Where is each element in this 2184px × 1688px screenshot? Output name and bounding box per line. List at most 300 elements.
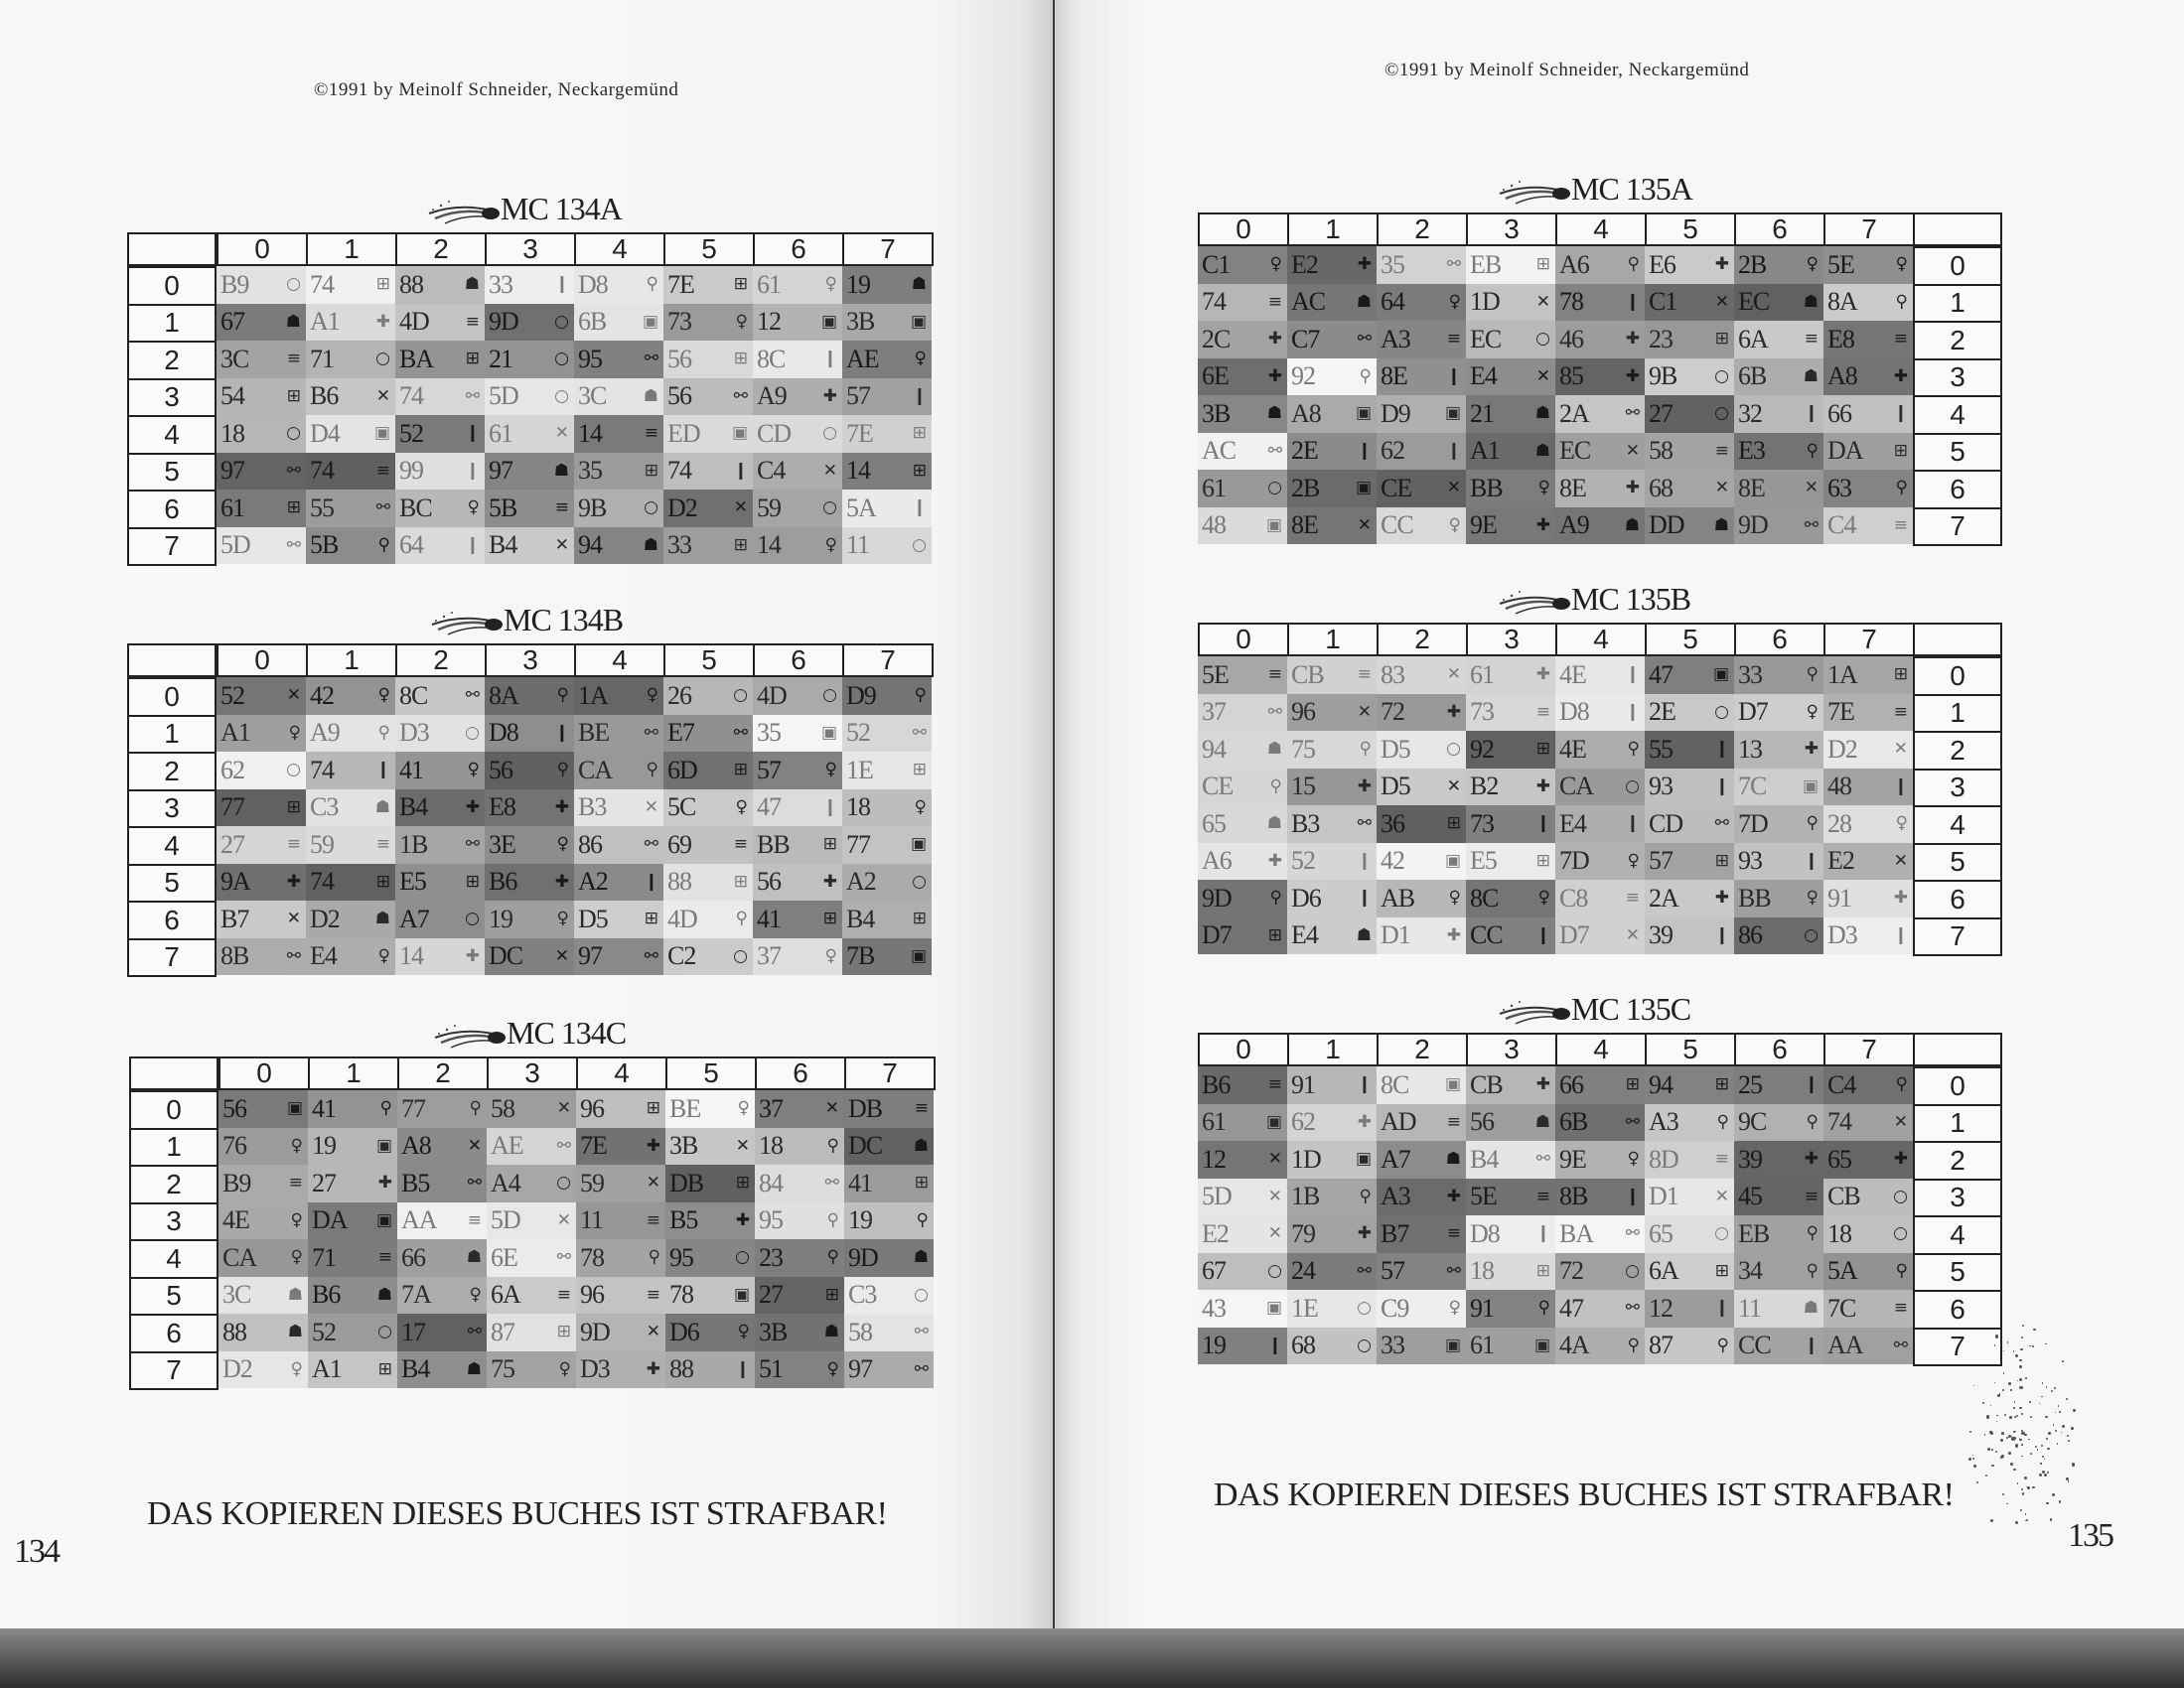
code-value: 91 bbox=[1291, 1069, 1315, 1099]
row-header: 7 bbox=[1913, 917, 2002, 957]
code-value: 7E bbox=[667, 269, 694, 299]
symbol-icon: ⚯ bbox=[733, 722, 747, 743]
code-value: 74 bbox=[667, 456, 691, 486]
code-cell bbox=[576, 1351, 665, 1389]
code-cell bbox=[1734, 917, 1823, 955]
code-cell bbox=[1555, 1179, 1645, 1216]
code-cell bbox=[1377, 1066, 1466, 1104]
symbol-icon: ✕ bbox=[1267, 1149, 1281, 1170]
code-cell bbox=[576, 1277, 665, 1315]
column-header: 3 bbox=[485, 232, 576, 266]
code-value: 23 bbox=[759, 1242, 783, 1272]
speckle-dot bbox=[1999, 1393, 2000, 1394]
symbol-icon: ○ bbox=[1446, 739, 1460, 760]
code-value: 74 bbox=[1202, 287, 1226, 317]
speckle-dot bbox=[2015, 1444, 2018, 1447]
code-cell bbox=[1823, 284, 1913, 322]
code-cell bbox=[1555, 1141, 1645, 1179]
symbol-icon: ✕ bbox=[822, 460, 836, 481]
symbol-icon: ⊞ bbox=[914, 1173, 928, 1194]
speckle-dot bbox=[1995, 1335, 1998, 1337]
speckle-dot bbox=[2021, 1432, 2024, 1435]
code-value: C1 bbox=[1202, 249, 1231, 279]
code-cell bbox=[1555, 470, 1645, 507]
symbol-icon: ☗ bbox=[553, 460, 568, 481]
code-value: 3B bbox=[846, 307, 875, 337]
code-cell bbox=[217, 527, 306, 565]
code-value: 91 bbox=[1470, 1293, 1494, 1323]
code-value: 96 bbox=[580, 1280, 604, 1310]
code-cell bbox=[1377, 656, 1466, 694]
code-cell bbox=[395, 715, 485, 753]
table-title-text: MC 135C bbox=[1571, 991, 1691, 1027]
symbol-icon: ⚯ bbox=[912, 722, 926, 743]
code-value: 11 bbox=[846, 530, 870, 560]
code-cell bbox=[306, 677, 395, 715]
code-value: 59 bbox=[310, 829, 334, 859]
symbol-icon: ✕ bbox=[1714, 478, 1728, 498]
code-value: 9B bbox=[578, 492, 607, 522]
speckle-dot bbox=[2051, 1390, 2053, 1392]
code-cell bbox=[485, 527, 574, 565]
speckle-dot bbox=[2025, 1377, 2027, 1379]
code-cell bbox=[485, 415, 574, 453]
symbol-icon: ☗ bbox=[285, 311, 300, 332]
code-cell bbox=[1287, 321, 1377, 358]
speckle-dot bbox=[1987, 1448, 1990, 1451]
code-value: 73 bbox=[667, 307, 691, 337]
code-value: 61 bbox=[1470, 1331, 1494, 1360]
code-value: 1A bbox=[578, 680, 608, 710]
code-cell bbox=[1287, 731, 1377, 769]
code-value: 3B bbox=[669, 1131, 698, 1161]
code-value: 52 bbox=[220, 680, 244, 710]
symbol-icon: ✚ bbox=[1535, 775, 1549, 796]
code-cell bbox=[217, 752, 306, 789]
table-title-text: MC 134C bbox=[507, 1015, 627, 1051]
code-cell bbox=[574, 677, 663, 715]
code-value: B3 bbox=[578, 792, 607, 822]
symbol-icon: ☗ bbox=[466, 1358, 481, 1379]
symbol-icon: ▣ bbox=[1355, 1149, 1371, 1170]
symbol-icon: ❙ bbox=[1357, 850, 1371, 871]
code-value: 85 bbox=[1559, 361, 1583, 391]
code-value: B6 bbox=[310, 381, 339, 411]
code-cell bbox=[1645, 358, 1734, 396]
code-cell bbox=[1287, 880, 1377, 917]
code-value: 56 bbox=[667, 381, 691, 411]
code-value: 54 bbox=[220, 381, 244, 411]
symbol-icon: ♀ bbox=[1448, 888, 1460, 909]
symbol-icon: ⚯ bbox=[1446, 254, 1460, 275]
code-cell bbox=[844, 1277, 934, 1315]
code-value: 6A bbox=[1738, 324, 1768, 353]
symbol-icon: ⊞ bbox=[822, 909, 836, 929]
column-header: 4 bbox=[1555, 623, 1647, 656]
code-value: B5 bbox=[401, 1168, 430, 1197]
speckle-dot bbox=[2003, 1372, 2004, 1373]
symbol-icon: ⚲ bbox=[1627, 739, 1639, 760]
code-value: 18 bbox=[846, 792, 870, 822]
symbol-icon: ✕ bbox=[554, 945, 568, 966]
code-value: 42 bbox=[310, 680, 334, 710]
code-cell bbox=[1198, 284, 1287, 322]
symbol-icon: ❙ bbox=[1804, 1074, 1818, 1095]
speckle-dot bbox=[2035, 1446, 2037, 1448]
code-value: 8E bbox=[1291, 510, 1318, 540]
code-value: 15 bbox=[1291, 772, 1315, 801]
code-cell bbox=[842, 304, 932, 342]
code-value: 6B bbox=[1738, 361, 1767, 391]
column-header: 7 bbox=[842, 232, 934, 266]
symbol-icon: ☗ bbox=[1534, 1111, 1549, 1132]
symbol-icon: ✕ bbox=[1446, 664, 1460, 685]
code-value: 12 bbox=[757, 307, 781, 337]
code-value: CD bbox=[1649, 808, 1683, 838]
code-cell bbox=[217, 938, 306, 976]
code-value: 18 bbox=[1470, 1256, 1494, 1286]
symbol-icon: ▣ bbox=[1444, 850, 1460, 871]
symbol-icon: ⚲ bbox=[1806, 813, 1818, 834]
code-value: C9 bbox=[1381, 1293, 1409, 1323]
row-header: 4 bbox=[127, 415, 217, 455]
code-value: 12 bbox=[1202, 1144, 1226, 1174]
code-value: 94 bbox=[1649, 1069, 1673, 1099]
code-value: 93 bbox=[1738, 846, 1762, 876]
symbol-icon: ▣ bbox=[820, 311, 836, 332]
code-value: BE bbox=[669, 1093, 701, 1123]
row-header: 7 bbox=[129, 1351, 218, 1391]
code-value: E8 bbox=[489, 792, 515, 822]
code-cell bbox=[1555, 1215, 1645, 1253]
code-value: DC bbox=[848, 1131, 883, 1161]
speckle-dot bbox=[2024, 1434, 2026, 1436]
symbol-icon: ⊞ bbox=[1893, 440, 1907, 461]
symbol-icon: ☗ bbox=[1803, 291, 1818, 312]
code-value: 92 bbox=[1470, 734, 1494, 764]
symbol-icon: ○ bbox=[465, 722, 479, 743]
row-header: 3 bbox=[1913, 769, 2002, 808]
symbol-icon: ⚯ bbox=[286, 460, 300, 481]
symbol-icon: ⚯ bbox=[1893, 1335, 1907, 1355]
code-value: 11 bbox=[580, 1205, 604, 1235]
speckle-dot bbox=[2068, 1480, 2070, 1482]
code-cell bbox=[397, 1090, 487, 1128]
symbol-icon: ⚲ bbox=[1895, 1260, 1907, 1281]
code-cell bbox=[574, 341, 663, 378]
code-cell bbox=[1198, 507, 1287, 545]
symbol-icon: ≡ bbox=[1625, 888, 1639, 909]
code-value: 18 bbox=[759, 1131, 783, 1161]
code-cell bbox=[1287, 284, 1377, 322]
symbol-icon: ♀ bbox=[737, 1322, 749, 1342]
code-value: 1A bbox=[1827, 659, 1857, 689]
symbol-icon: ⚯ bbox=[1714, 813, 1728, 834]
speckle-dot bbox=[2010, 1463, 2013, 1466]
code-value: 56 bbox=[222, 1093, 246, 1123]
code-value: 56 bbox=[667, 344, 691, 373]
row-header: 4 bbox=[129, 1239, 218, 1279]
code-value: A9 bbox=[757, 381, 787, 411]
code-value: 1B bbox=[399, 829, 428, 859]
code-value: 86 bbox=[1738, 920, 1762, 950]
symbol-icon: ✕ bbox=[554, 534, 568, 555]
symbol-icon: ⚲ bbox=[1716, 1111, 1728, 1132]
code-cell bbox=[663, 304, 753, 342]
symbol-icon: ✕ bbox=[1714, 1186, 1728, 1206]
code-value: 56 bbox=[757, 867, 781, 897]
row-header: 5 bbox=[1913, 433, 2002, 473]
column-header: 0 bbox=[1198, 1033, 1289, 1066]
code-cell bbox=[1555, 1290, 1645, 1328]
symbol-icon: ○ bbox=[1267, 1260, 1281, 1281]
code-cell bbox=[1198, 433, 1287, 471]
symbol-icon: ❙ bbox=[733, 460, 747, 481]
code-value: C8 bbox=[1559, 883, 1588, 913]
symbol-icon: ⊞ bbox=[375, 871, 389, 892]
code-value: 14 bbox=[757, 530, 781, 560]
code-cell bbox=[306, 453, 395, 491]
code-value: A3 bbox=[1381, 1182, 1410, 1211]
code-value: DB bbox=[669, 1168, 704, 1197]
speckle-dot bbox=[2028, 1439, 2029, 1440]
table-corner bbox=[129, 1056, 218, 1090]
column-header: 7 bbox=[1823, 623, 1915, 656]
symbol-icon: ⚲ bbox=[1806, 440, 1818, 461]
symbol-icon: ⊞ bbox=[824, 1284, 838, 1305]
speckle-dot bbox=[2033, 1329, 2035, 1331]
code-cell bbox=[218, 1239, 308, 1277]
row-header: 5 bbox=[1913, 1253, 2002, 1293]
symbol-icon: ❙ bbox=[1535, 924, 1549, 945]
code-value: 5D bbox=[220, 530, 250, 560]
code-cell bbox=[574, 378, 663, 416]
code-value: AE bbox=[846, 344, 879, 373]
mc-134a-title bbox=[427, 191, 622, 227]
column-header: 2 bbox=[1377, 212, 1468, 246]
column-header: 1 bbox=[1287, 212, 1379, 246]
code-cell bbox=[1555, 395, 1645, 433]
symbol-icon: ○ bbox=[554, 311, 568, 332]
symbol-icon: ○ bbox=[1714, 365, 1728, 386]
symbol-icon: ▣ bbox=[1712, 664, 1728, 685]
symbol-icon: ☗ bbox=[376, 1284, 391, 1305]
symbol-icon: ○ bbox=[735, 1247, 749, 1268]
code-cell bbox=[574, 490, 663, 527]
symbol-icon: ≡ bbox=[1893, 1298, 1907, 1319]
code-value: 18 bbox=[220, 418, 244, 448]
column-header: 4 bbox=[1555, 1033, 1647, 1066]
column-header: 1 bbox=[1287, 623, 1379, 656]
symbol-icon: ✚ bbox=[465, 945, 479, 966]
code-cell bbox=[753, 341, 842, 378]
code-cell bbox=[1645, 246, 1734, 284]
column-header: 6 bbox=[753, 643, 844, 677]
code-value: 4D bbox=[667, 904, 697, 933]
symbol-icon: ≡ bbox=[1446, 1223, 1460, 1244]
speckle-dot bbox=[1973, 1465, 1976, 1468]
code-value: D8 bbox=[1559, 697, 1589, 727]
code-cell bbox=[1555, 284, 1645, 322]
code-value: 8E bbox=[1381, 361, 1407, 391]
code-cell bbox=[395, 415, 485, 453]
speckle-dot bbox=[2047, 1448, 2049, 1450]
code-value: B6 bbox=[1202, 1069, 1231, 1099]
speckle-dot bbox=[2016, 1415, 2018, 1417]
symbol-icon: ✚ bbox=[1357, 254, 1371, 275]
symbol-icon: ⊞ bbox=[733, 534, 747, 555]
code-cell bbox=[485, 378, 574, 416]
code-value: 7D bbox=[1559, 846, 1589, 876]
code-cell bbox=[663, 677, 753, 715]
code-value: 73 bbox=[1470, 808, 1494, 838]
code-value: 47 bbox=[1649, 659, 1673, 689]
symbol-icon: ○ bbox=[556, 1173, 570, 1194]
code-value: 41 bbox=[399, 755, 423, 784]
code-value: C2 bbox=[667, 941, 696, 971]
code-cell bbox=[1377, 731, 1466, 769]
code-value: A6 bbox=[1202, 846, 1232, 876]
symbol-icon: ⚯ bbox=[556, 1135, 570, 1156]
code-cell bbox=[1823, 1179, 1913, 1216]
code-cell bbox=[1466, 1066, 1555, 1104]
code-cell bbox=[1466, 433, 1555, 471]
speckle-dot bbox=[2013, 1350, 2015, 1352]
code-value: 6D bbox=[667, 755, 697, 784]
symbol-icon: ❙ bbox=[465, 534, 479, 555]
symbol-icon: ○ bbox=[1804, 924, 1818, 945]
code-cell bbox=[753, 415, 842, 453]
table-corner bbox=[1913, 1033, 2002, 1066]
speckle-dot bbox=[1989, 1431, 1991, 1433]
code-cell bbox=[218, 1277, 308, 1315]
speckle-dot bbox=[2042, 1471, 2045, 1474]
symbol-icon: ≡ bbox=[1714, 1149, 1728, 1170]
symbol-icon: ⊞ bbox=[1714, 329, 1728, 350]
code-value: BC bbox=[399, 492, 432, 522]
symbol-icon: ♀ bbox=[735, 311, 747, 332]
column-header: 6 bbox=[1734, 212, 1825, 246]
code-value: E6 bbox=[1649, 249, 1675, 279]
symbol-icon: ♀ bbox=[824, 534, 836, 555]
code-cell bbox=[1287, 507, 1377, 545]
code-value: 36 bbox=[1381, 808, 1404, 838]
code-cell bbox=[217, 341, 306, 378]
code-cell bbox=[1823, 1253, 1913, 1291]
row-header: 4 bbox=[127, 826, 217, 866]
column-header: 3 bbox=[1466, 212, 1557, 246]
code-value: 5C bbox=[667, 792, 696, 822]
code-value: 9C bbox=[1738, 1107, 1767, 1137]
code-cell bbox=[1734, 769, 1823, 806]
code-value: 2E bbox=[1291, 436, 1318, 466]
code-value: 58 bbox=[491, 1093, 514, 1123]
code-value: C4 bbox=[1827, 510, 1856, 540]
code-value: 14 bbox=[578, 418, 602, 448]
symbol-icon: ▣ bbox=[910, 834, 926, 855]
code-cell bbox=[1287, 1328, 1377, 1365]
code-value: D8 bbox=[578, 269, 608, 299]
code-cell bbox=[217, 864, 306, 902]
code-value: B5 bbox=[669, 1205, 698, 1235]
symbol-icon: ⚲ bbox=[916, 1209, 928, 1230]
code-value: 88 bbox=[399, 269, 423, 299]
code-cell bbox=[1823, 358, 1913, 396]
code-cell bbox=[217, 901, 306, 938]
code-cell bbox=[1734, 880, 1823, 917]
code-value: 99 bbox=[399, 456, 423, 486]
code-cell bbox=[1555, 656, 1645, 694]
mc-135a-title bbox=[1498, 171, 1692, 208]
code-value: 1E bbox=[1291, 1293, 1318, 1323]
symbol-icon: ⚯ bbox=[1535, 1149, 1549, 1170]
code-value: 97 bbox=[578, 941, 602, 971]
symbol-icon: ⚲ bbox=[377, 722, 389, 743]
code-value: C4 bbox=[757, 456, 786, 486]
code-cell bbox=[217, 304, 306, 342]
symbol-icon: ○ bbox=[1714, 701, 1728, 722]
symbol-icon: ⊞ bbox=[912, 460, 926, 481]
symbol-icon: ⊞ bbox=[1267, 924, 1281, 945]
code-cell bbox=[1287, 433, 1377, 471]
symbol-icon: ♀ bbox=[1448, 1298, 1460, 1319]
code-cell bbox=[1466, 880, 1555, 917]
code-value: A3 bbox=[1381, 324, 1410, 353]
symbol-icon: ▣ bbox=[642, 311, 657, 332]
symbol-icon: ❙ bbox=[465, 460, 479, 481]
code-cell bbox=[306, 490, 395, 527]
row-header: 3 bbox=[127, 789, 217, 829]
code-cell bbox=[1466, 395, 1555, 433]
symbol-icon: ☗ bbox=[1534, 440, 1549, 461]
speckle-dot bbox=[2019, 1386, 2022, 1389]
code-value: 19 bbox=[489, 904, 512, 933]
code-value: 8C bbox=[399, 680, 428, 710]
code-cell bbox=[753, 266, 842, 304]
code-cell bbox=[574, 415, 663, 453]
row-header: 3 bbox=[1913, 1179, 2002, 1218]
speckle-dot bbox=[2030, 1453, 2032, 1455]
code-value: E7 bbox=[667, 718, 694, 748]
row-header: 7 bbox=[1913, 1328, 2002, 1367]
code-value: 43 bbox=[1202, 1293, 1226, 1323]
code-value: 56 bbox=[1470, 1107, 1494, 1137]
code-cell bbox=[844, 1351, 934, 1389]
code-cell bbox=[1823, 1104, 1913, 1142]
symbol-icon: ✕ bbox=[1446, 478, 1460, 498]
code-value: AC bbox=[1291, 287, 1326, 317]
symbol-icon: ✕ bbox=[646, 1322, 659, 1342]
row-header: 4 bbox=[1913, 1215, 2002, 1255]
symbol-icon: ✕ bbox=[467, 1135, 481, 1156]
code-cell bbox=[1734, 1104, 1823, 1142]
symbol-icon: ○ bbox=[822, 497, 836, 518]
code-cell bbox=[485, 938, 574, 976]
code-value: DB bbox=[848, 1093, 883, 1123]
code-cell bbox=[1198, 1179, 1287, 1216]
code-value: 74 bbox=[310, 867, 334, 897]
symbol-icon: ☗ bbox=[1266, 739, 1281, 760]
code-value: DC bbox=[489, 941, 523, 971]
code-value: 94 bbox=[1202, 734, 1226, 764]
code-value: BA bbox=[1559, 1218, 1594, 1248]
symbol-icon: ○ bbox=[286, 274, 300, 295]
code-cell bbox=[844, 1202, 934, 1240]
symbol-icon: ✕ bbox=[1357, 514, 1371, 535]
code-cell bbox=[753, 752, 842, 789]
code-cell bbox=[306, 266, 395, 304]
symbol-icon: ⚲ bbox=[646, 274, 657, 295]
